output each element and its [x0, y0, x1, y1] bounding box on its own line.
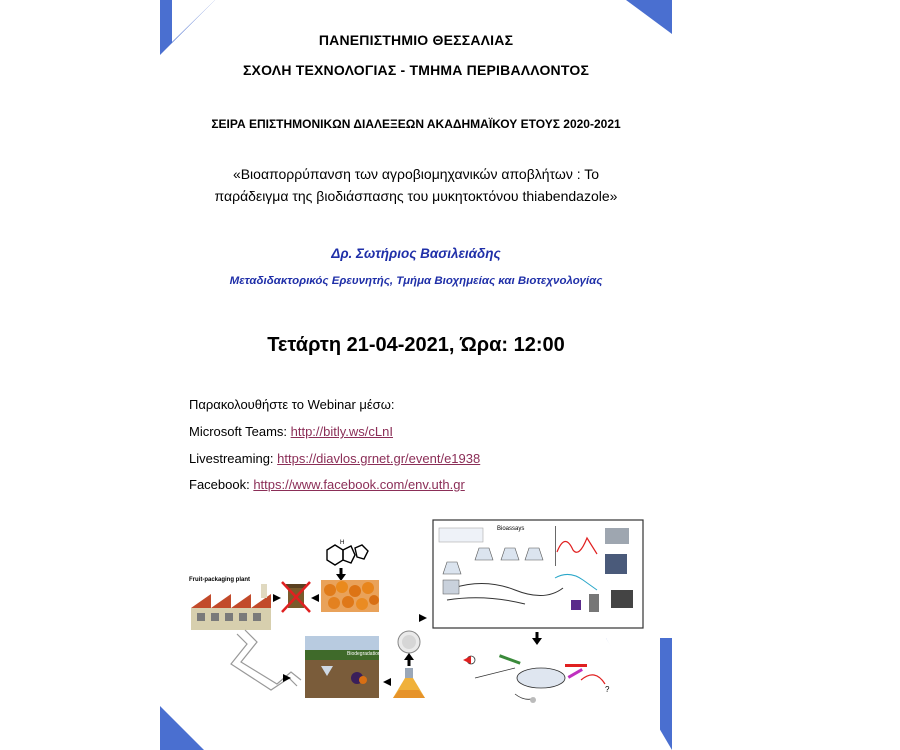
gene-diagram — [463, 654, 610, 703]
svg-text:?: ? — [605, 685, 610, 694]
lecture-datetime: Τετάρτη 21-04-2021, Ώρα: 12:00 — [267, 334, 565, 356]
teams-access-line — [189, 424, 393, 439]
oranges-image — [321, 580, 379, 612]
plant-label: Fruit-packaging plant — [189, 577, 251, 583]
teams-label: Microsoft Teams: — [189, 424, 291, 439]
bioassays-label: Bioassays — [497, 526, 525, 532]
petri-dish-image — [398, 631, 420, 653]
factory-icon — [189, 577, 271, 630]
flask-icon — [393, 668, 425, 698]
facebook-access-line — [189, 477, 465, 492]
bioassay-panel — [433, 520, 643, 628]
livestream-link[interactable]: https://diavlos.grnet.gr/event/e1938 — [277, 451, 481, 466]
facebook-link[interactable]: https://www.facebook.com/env.uth.gr — [253, 477, 465, 492]
teams-link[interactable]: http://bitly.ws/cLnI — [290, 424, 393, 439]
biodegradation-label: Biodegradation — [347, 651, 381, 657]
university-name: ΠΑΝΕΠΙΣΤΗΜΙΟ ΘΕΣΣΑΛΙΑΣ — [318, 32, 514, 48]
crossed-bin-icon — [282, 582, 310, 612]
speaker-name: Δρ. Σωτήριος Βασιλειάδης — [331, 246, 501, 261]
livestream-access-line — [189, 451, 480, 466]
webinar-intro: Παρακολουθήστε το Webinar μέσω: — [189, 397, 395, 412]
livestream-label: Livestreaming: — [189, 451, 278, 466]
speaker-affiliation: Μεταδιδακτορικός Ερευνητής, Τμήμα Βιοχημείας και Βιοτεχνολογίας — [229, 275, 603, 287]
lecture-series: ΣΕΙΡΑ ΕΠΙΣΤΗΜΟΝΙΚΩΝ ΔΙΑΛΕΞΕΩΝ ΑΚΑΔΗΜΑΪΚΟΥ ΕΤΟΥΣ 2020-2021 — [211, 117, 621, 131]
lecture-title-line-2: παράδειγμα της βιοδιάσπασης του μυκητοκτόνου thiabendazole» — [214, 188, 618, 204]
lecture-title — [160, 163, 672, 207]
facebook-label: Facebook: — [189, 477, 254, 492]
lecture-title-line-1: «Βιοαπορρύπανση των αγροβιομηχανικών αποβλήτων : Το — [232, 166, 600, 182]
top-right-corner-decoration — [626, 0, 672, 34]
bottom-left-corner-decoration — [160, 706, 204, 750]
school-name: ΣΧΟΛΗ ΤΕΧΝΟΛΟΓΙΑΣ - ΤΜΗΜΑ ΠΕΡΙΒΑΛΛΟΝΤΟΣ — [242, 62, 590, 78]
molecule-icon — [327, 545, 368, 565]
svg-text:H: H — [340, 540, 345, 546]
field-photo — [305, 636, 381, 698]
wastewater-pipe — [231, 630, 301, 690]
poster-page — [160, 0, 672, 750]
research-figure — [185, 518, 645, 708]
